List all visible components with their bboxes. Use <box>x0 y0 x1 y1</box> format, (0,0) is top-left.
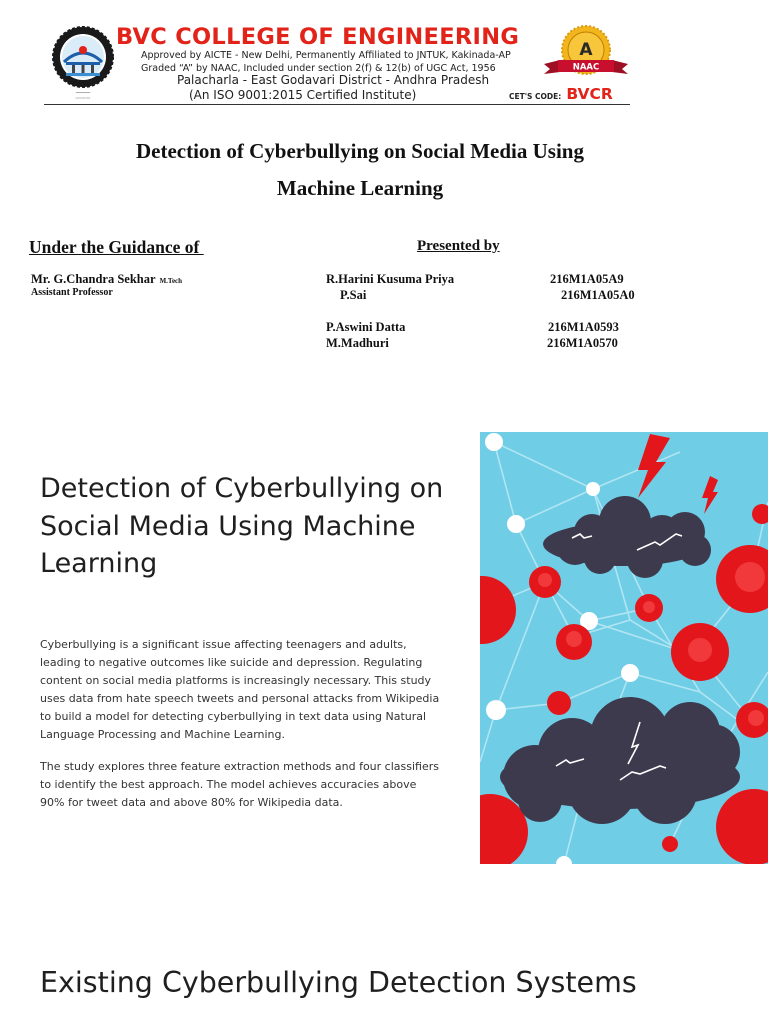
naac-grade: A <box>579 40 593 60</box>
approval-text: Approved by AICTE - New Delhi, Permanently Affiliated to JNTUK, Kakinada-AP <box>141 50 511 61</box>
cets-code <box>509 84 613 103</box>
naac-badge-icon <box>540 24 632 82</box>
iso-certification-text: (An ISO 9001:2015 Certified Institute) <box>189 88 417 102</box>
college-name: BVC COLLEGE OF ENGINEERING <box>116 24 520 50</box>
slide-title: Detection of Cyberbullying on Social Media Using Machine Learning <box>40 473 444 579</box>
cyberbullying-illustration <box>480 432 768 864</box>
student-roll: 216M1A05A9 <box>550 272 624 286</box>
network-clouds-icon <box>480 432 768 864</box>
document-title-line1: Detection of Cyberbullying on Social Media Using <box>135 139 584 163</box>
student-roll: 216M1A05A0 <box>561 288 635 302</box>
guide-name-text: Mr. G.Chandra Sekhar <box>31 272 156 286</box>
naac-label: NAAC <box>572 62 600 73</box>
college-banner <box>44 22 630 105</box>
cets-code-value: BVCR <box>566 85 613 103</box>
college-emblem-icon <box>52 26 114 88</box>
slide-title: Existing Cyberbullying Detection Systems <box>40 966 637 999</box>
guide-name <box>31 272 182 287</box>
student-name: P.Sai <box>340 288 367 302</box>
cets-code-label: CET'S CODE: <box>509 92 562 101</box>
results-paragraph: The study explores three feature extraction methods and four classifiers to identify the best approach. The model achieves accuracies above 90% for tweet data and above 80% for Wikipedia data. <box>40 760 439 809</box>
guide-role: Assistant Professor <box>31 287 113 298</box>
document-title <box>80 133 640 207</box>
student-name: P.Aswini Datta <box>326 320 406 334</box>
guidance-heading: Under the Guidance of <box>29 237 204 257</box>
student-roll: 216M1A0570 <box>547 336 618 350</box>
guide-qualification: M.Tech <box>159 277 183 285</box>
presented-by-heading: Presented by <box>417 238 500 254</box>
naac-grade-text: Graded “A” by NAAC, Included under section 2(f) & 12(b) of UGC Act, 1956 <box>141 63 496 74</box>
emblem-caption: ━━━━━━ ▭▭▭▭ <box>75 90 91 100</box>
student-name: M.Madhuri <box>326 336 389 350</box>
college-address: Palacharla - East Godavari District - Andhra Pradesh <box>177 73 490 87</box>
intro-paragraph: Cyberbullying is a significant issue affecting teenagers and adults, leading to negative outcomes like suicide and depression. Regulating content on social media platforms is increasingly necessary. This study uses data from hate speech tweets and personal attacks from Wikipedia to build a model for detecting cyberbullying in text data using Natural Language Processing and Machine Learning. <box>40 638 440 741</box>
document-title-line2: Machine Learning <box>276 176 444 200</box>
student-roll: 216M1A0593 <box>548 320 619 334</box>
student-name: R.Harini Kusuma Priya <box>326 272 455 286</box>
